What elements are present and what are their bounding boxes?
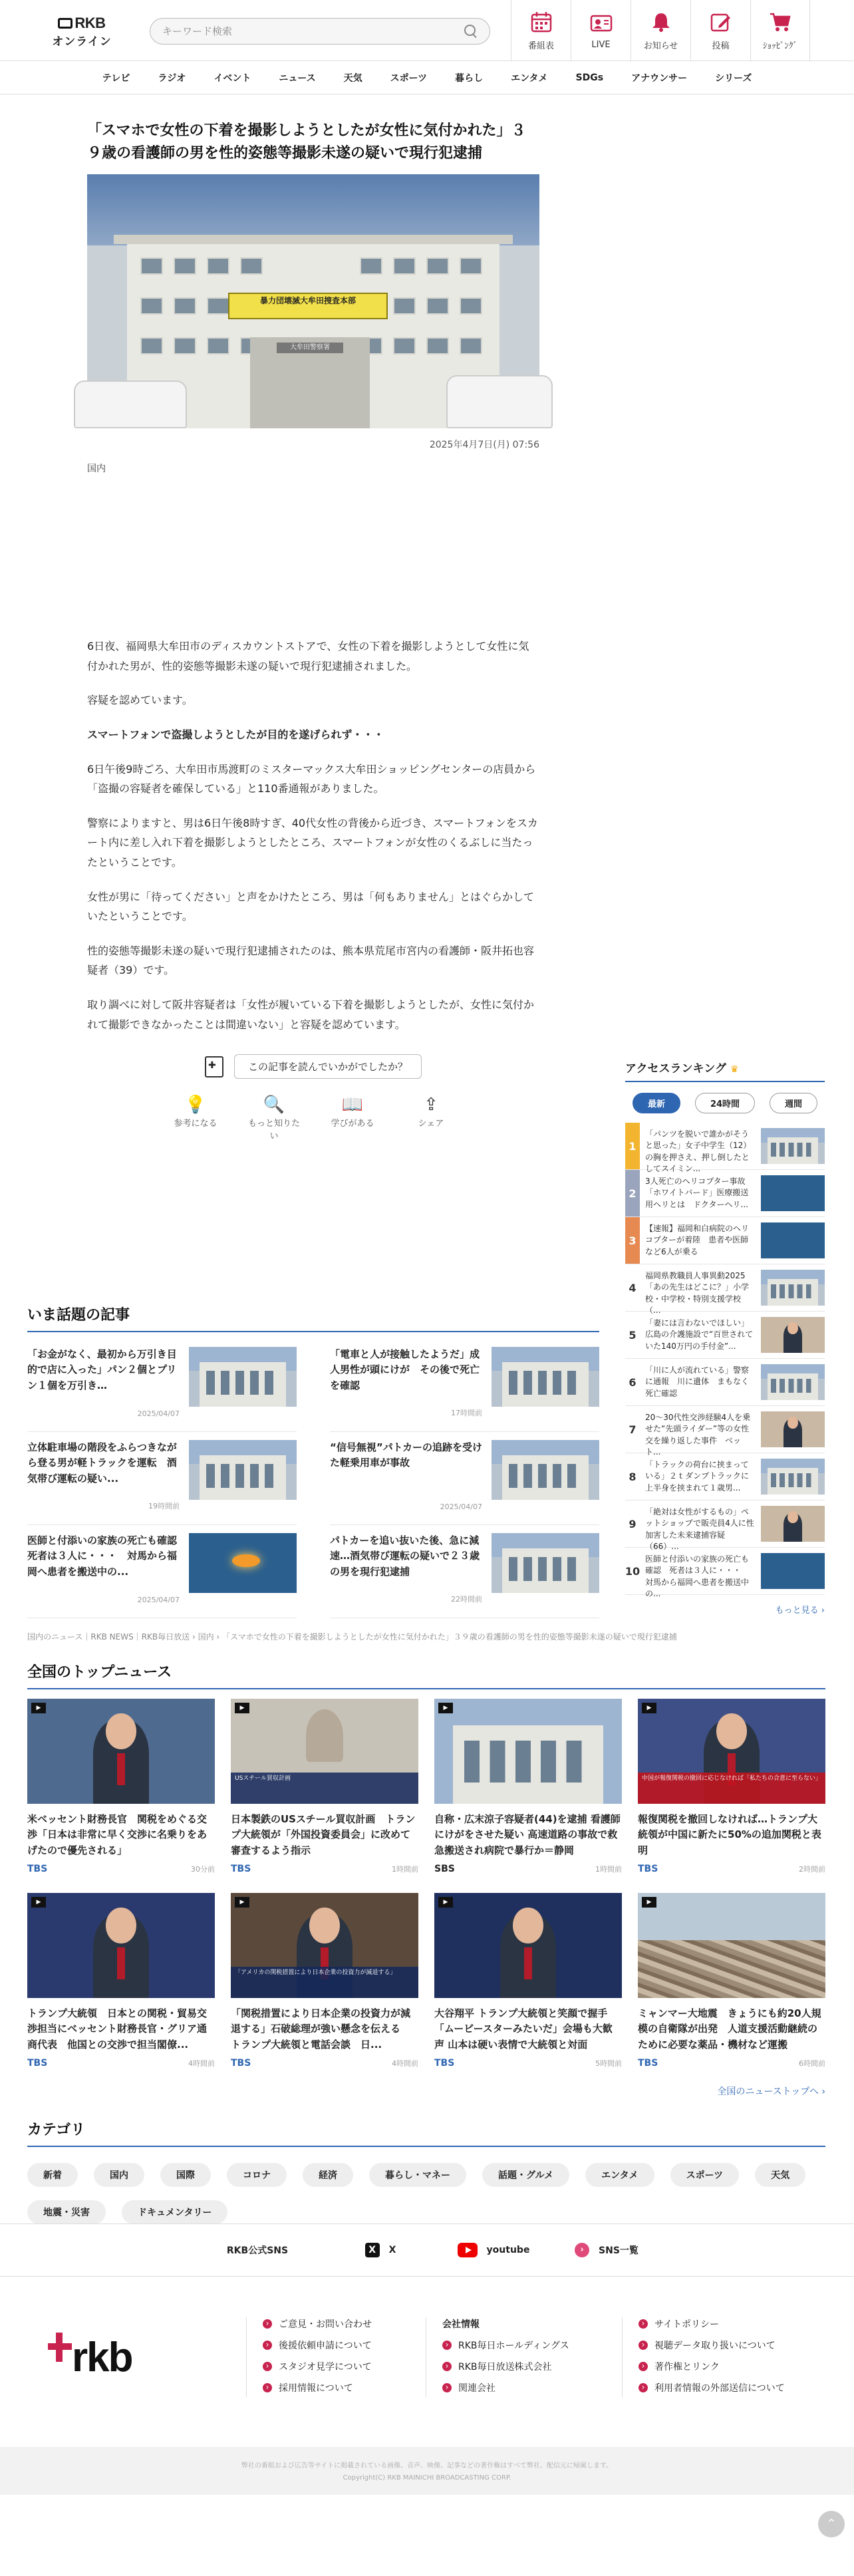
news-time: 30分前	[191, 1865, 215, 1874]
face	[513, 1908, 543, 1943]
sns-link-x[interactable]: X X	[324, 2243, 437, 2257]
article-date: 2025年4月7日(月) 07:56	[429, 440, 539, 451]
ranking-title: アクセスランキング ♛	[625, 1059, 825, 1082]
windows	[206, 1371, 279, 1395]
trending-article-title	[27, 1347, 189, 1431]
category-chip[interactable]: スポーツ	[670, 2163, 739, 2187]
article-paragraph: 性的姿態等撮影未遂の疑いで現行犯逮捕されたのは、熊本県荒尾市宮内の看護師・阪井拓也容疑者（39）です。	[87, 944, 535, 977]
footer-link[interactable]: › 利用者情報の外部送信について	[639, 2381, 785, 2394]
article-paragraph: 6日午後9時ごろ、大牟田市馬渡町のミスターマックス大牟田ショッピングセンターの店員から「盗撮の容疑者を確保している」と110番通報がありました。	[87, 762, 536, 795]
national-news-item[interactable]	[638, 1893, 825, 2087]
header-shopping[interactable]	[750, 0, 810, 61]
nav-item[interactable]: 暮らし	[455, 72, 484, 84]
national-news-meta	[638, 2058, 825, 2069]
face	[106, 1908, 136, 1943]
trending-article-thumbnail	[189, 1440, 297, 1500]
article-paragraph: 6日夜、福岡県大牟田市のディスカウントストアで、女性の下着を撮影しようとして女性に気付かれた男が、性的姿態等撮影未遂の疑いで現行犯逮捕されました。	[87, 640, 529, 672]
feedback-question-text: この記事を読んでいかがでしたか？	[234, 1054, 422, 1079]
national-news-title: 全国のトップニュース	[27, 1661, 825, 1689]
windows	[509, 1557, 582, 1581]
header-icon-label: 番組表	[527, 41, 554, 51]
ranking-number: 7	[629, 1423, 637, 1436]
windows	[206, 1464, 279, 1488]
trending-article-thumbnail	[492, 1347, 599, 1407]
article	[87, 120, 539, 1141]
article-category-tag[interactable]: 国内	[87, 464, 106, 475]
play-icon: ▶	[31, 1897, 46, 1908]
national-news-meta	[434, 1864, 622, 1874]
car	[74, 380, 187, 428]
global-nav	[0, 61, 854, 94]
nav-item[interactable]: 天気	[343, 72, 362, 84]
news-source: TBS	[231, 1864, 251, 1874]
article-paragraph: 女性が男に「待ってください」と声をかけたところ、男は「何もありません」とはぐらかしていたということです。	[87, 890, 535, 923]
rubble	[638, 1940, 825, 1998]
national-news-title: 自称・広末涼子容疑者(44)を逮捕 看護師にけがをさせた疑い 高速道路の事故で救急搬送され病院で暴行か＝静岡	[434, 1813, 621, 1856]
youtube-icon	[458, 2243, 478, 2257]
article-body	[87, 637, 539, 1034]
back-to-top-button[interactable]: ⌃	[818, 2511, 845, 2537]
ranking-item[interactable]	[625, 1453, 825, 1501]
trending-article-text: パトカーを追い抜いた後、急に減速…酒気帯び運転の疑いで２３歳の男を現行犯逮捕	[330, 1534, 480, 1578]
header-icon-label: ｼｮｯﾋﾟﾝｸﾞ	[763, 41, 797, 51]
copyright-note: 弊社の番組および広告等サイトに掲載されている画像、音声、映像、記事などの著作権はすべて弊社、配信元に帰属します。	[241, 2462, 613, 2470]
trending-article-title	[27, 1533, 189, 1618]
trending-article-text: 立体駐車場の階段をふらつきながら登る男が軽トラックを運転 酒気帯び運転の疑い...	[27, 1441, 177, 1485]
ranking-item-title: 福岡県教職員人事異動2025「あの先生はどこに？」小学校・中学校・特別支援学校（...	[645, 1271, 750, 1316]
ranking-thumbnail	[761, 1175, 825, 1211]
ranking-number: 1	[625, 1123, 640, 1169]
footer-logo[interactable]	[48, 2327, 168, 2383]
national-news-title: 米ベッセント財務長官 関税をめぐる交渉「日本は非常に早く交渉に名乗りをあげたので優先される」	[27, 1813, 208, 1856]
copyright-text: Copyright(C) RKB MAINICHI BROADCASTING CORP.	[343, 2474, 511, 2482]
national-news-thumbnail	[434, 1893, 622, 1998]
article-hero-image	[87, 174, 539, 428]
trending-article[interactable]	[27, 1432, 297, 1525]
ranking-item-title: 「パンツを脱いで誰かがそうと思った」女子中学生（12）の胸を押さえ、押し倒したとしてスイミン...	[645, 1129, 752, 1174]
ranking-list	[625, 1123, 825, 1599]
article-paragraph: 取り調べに対して阪井容疑者は「女性が履いている下着を撮影しようとしたが、女性に気付かれて撮影できなかったことは間違いない」と容疑を認めています。	[87, 998, 535, 1031]
news-source: TBS	[231, 2058, 251, 2069]
water-tower	[306, 1709, 343, 1762]
building-entrance	[250, 337, 370, 428]
ranking-thumbnail	[761, 1553, 825, 1589]
national-news-item[interactable]	[231, 1893, 418, 2087]
article-subheading: スマートフォンで盗撮しようとしたが目的を遂げられず・・・	[87, 728, 384, 741]
ranking-thumbnail	[761, 1222, 825, 1258]
trending-article-thumbnail	[492, 1440, 599, 1500]
site-footer	[0, 2277, 854, 2447]
trending-article-title	[330, 1440, 492, 1524]
trending-article-title	[27, 1440, 189, 1524]
category-chip[interactable]: 地震・災害	[27, 2200, 106, 2224]
ranking-item-title: 「絶対は女性がするもの」ペットショップで販売員4人に性加害した未来逮捕容疑（66）...	[645, 1507, 754, 1552]
category-chip[interactable]: 国際	[160, 2163, 211, 2187]
feedback-action-label: もっと知りたい	[247, 1118, 300, 1141]
windows	[771, 1379, 814, 1393]
ranking-number: 8	[629, 1470, 637, 1483]
trending-article-time: 19時間前	[148, 1502, 180, 1510]
national-news-title: ミャンマー大地震 きょうにも約20人規模の自衛隊が出発 人道支援活動継続のために必要な薬品・機材など運搬	[638, 2007, 821, 2051]
ranking-item-title: 「妻には言わないでほしい」広島の介護施設で“百世されていた140万円の手付金”...	[645, 1318, 754, 1351]
news-source: TBS	[638, 1864, 658, 1874]
ranking-tab[interactable]: 最新	[633, 1093, 680, 1113]
search-icon[interactable]	[464, 25, 478, 38]
feedback-actions	[87, 1093, 539, 1141]
calendar-icon	[530, 11, 553, 33]
feedback-action-button[interactable]	[323, 1093, 382, 1141]
news-time: 1時間前	[392, 1865, 418, 1874]
breadcrumb[interactable]: 国内のニュース｜RKB NEWS｜RKB毎日放送 › 国内 › 「スマホで女性の下着を撮影しようとしたが女性に気付かれた」３９歳の看護師の男を性的姿態等撮影未遂の疑いで現行犯逮捕	[27, 1632, 677, 1642]
nav-item[interactable]: イベント	[214, 72, 251, 84]
ranking-thumbnail	[761, 1459, 825, 1495]
trending-section	[27, 1304, 599, 1618]
category-title: カテゴリ	[27, 2118, 825, 2147]
trending-article-time: 17時間前	[451, 1409, 482, 1417]
tie	[524, 1947, 531, 1979]
footer-logo-text: rkb	[72, 2335, 132, 2380]
national-news-item[interactable]	[434, 1699, 622, 1893]
feedback-action-button[interactable]	[245, 1093, 303, 1141]
trending-title: いま話題の記事	[27, 1304, 599, 1332]
ranking-thumbnail	[761, 1411, 825, 1447]
ranking-tab[interactable]: 24時間	[695, 1093, 755, 1113]
sea	[761, 1553, 825, 1589]
nav-item[interactable]: ニュース	[279, 72, 316, 84]
footer-link[interactable]: › RKB毎日放送株式会社	[442, 2360, 569, 2373]
national-news-item[interactable]	[27, 1699, 215, 1893]
trending-article-time: 2025/04/07	[137, 1409, 180, 1418]
category-chip[interactable]: 経済	[303, 2163, 353, 2187]
face	[787, 1322, 797, 1334]
ranking-number: 5	[629, 1328, 637, 1342]
ranking-number: 3	[625, 1217, 640, 1264]
news-time: 4時間前	[392, 2059, 418, 2068]
national-news-meta	[231, 1864, 418, 1874]
windows	[509, 1371, 582, 1395]
category-chip[interactable]: 国内	[94, 2163, 144, 2187]
nav-item[interactable]: テレビ	[102, 72, 130, 84]
footer-link[interactable]: › RKB毎日ホールディングス	[442, 2339, 569, 2352]
ranking-more-link[interactable]: もっと見る ›	[775, 1606, 825, 1616]
header-icon-menu	[511, 0, 810, 61]
national-news-title: 大谷翔平 トランプ大統領と笑顔で握手「ムービースターみたいだ」会場も大歓声 山本は硬い表情で大統領と対面	[434, 2007, 613, 2051]
play-icon: ▶	[31, 1703, 46, 1713]
trending-article[interactable]	[330, 1339, 599, 1432]
footer-column-support	[263, 2317, 372, 2402]
footer-link[interactable]: › 関連会社	[442, 2381, 569, 2394]
trending-grid	[27, 1339, 599, 1618]
ranking-number: 4	[629, 1281, 637, 1294]
news-source: TBS	[27, 1864, 48, 1874]
feedback-area	[87, 1054, 539, 1141]
copyright	[0, 2447, 854, 2495]
footer-company-heading: 会社情報	[442, 2319, 480, 2330]
feedback-action-label: 学びがある	[331, 1118, 374, 1129]
ranking-thumbnail	[761, 1506, 825, 1542]
feedback-action-button[interactable]	[402, 1093, 460, 1141]
category-section	[27, 2118, 825, 2224]
national-news-thumbnail	[638, 1699, 825, 1804]
header-live[interactable]	[571, 0, 631, 61]
national-news-meta	[27, 1864, 215, 1874]
face	[716, 1713, 746, 1749]
nav-item[interactable]: SDGs	[575, 72, 604, 83]
header-post[interactable]	[690, 0, 750, 61]
live-tv-icon	[590, 12, 613, 35]
category-chips	[27, 2163, 812, 2224]
ranking-thumbnail	[761, 1270, 825, 1306]
pencil-icon	[710, 11, 732, 33]
nav-item[interactable]: エンタメ	[511, 72, 548, 84]
national-news-title: 報復関税を撤回しなければ…トランプ大統領が中国に新たに50%の追加関税と表明	[638, 1813, 821, 1856]
national-news-title: 日本製鉄のUSスチール買収計画 トランプ大統領が「外国投資委員会」に改めて審査するよう指示	[231, 1813, 416, 1856]
ranking-item[interactable]	[625, 1264, 825, 1316]
windows	[771, 1473, 814, 1488]
national-news-thumbnail	[27, 1699, 215, 1804]
trending-article-text: 「お金がなく、最初から万引き目的で店に入った」パン２個とプリン１個を万引き…	[27, 1348, 177, 1391]
category-chip[interactable]: ドキュメンタリー	[122, 2200, 227, 2224]
windows	[771, 1143, 814, 1157]
nav-item[interactable]: ラジオ	[158, 72, 186, 84]
ranking-item-title: 【速報】福岡和白病院のヘリコプターが着陸 患者や医師など6人が乗る	[645, 1224, 750, 1256]
nav-item[interactable]: シリーズ	[715, 72, 752, 84]
news-source: TBS	[434, 2058, 455, 2069]
trending-article-time: 2025/04/07	[440, 1503, 482, 1511]
share-icon: ⇪	[424, 1094, 438, 1115]
news-time: 5時間前	[595, 2059, 622, 2068]
sea	[761, 1175, 825, 1211]
ranking-number: 9	[629, 1517, 637, 1530]
ranking-item[interactable]	[625, 1312, 825, 1359]
feedback-question	[205, 1054, 422, 1079]
ranking-tabs	[625, 1093, 825, 1113]
cart-icon	[769, 11, 791, 33]
trending-article-thumbnail	[189, 1347, 297, 1407]
article-paragraph: 容疑を認めています。	[87, 694, 193, 707]
header-icon-label: LIVE	[591, 39, 611, 50]
trending-article[interactable]	[330, 1432, 599, 1525]
category-chip[interactable]: 新着	[27, 2163, 78, 2187]
feedback-action-label: シェア	[418, 1118, 444, 1129]
news-source: SBS	[434, 1864, 455, 1874]
footer-divider	[246, 2317, 247, 2397]
feedback-action-button[interactable]	[166, 1093, 225, 1141]
news-time: 4時間前	[188, 2059, 215, 2068]
footer-column-company	[442, 2317, 569, 2402]
footer-link[interactable]: › 著作権とリンク	[639, 2360, 785, 2373]
windows	[464, 1741, 592, 1783]
ranking-thumbnail	[761, 1317, 825, 1353]
play-icon: ▶	[438, 1897, 453, 1908]
lightbulb-icon: 💡	[184, 1094, 207, 1115]
category-chip[interactable]: 天気	[755, 2163, 805, 2187]
national-news-meta	[27, 2058, 215, 2069]
ranking-item[interactable]	[625, 1548, 825, 1599]
trending-article-thumbnail	[189, 1533, 297, 1593]
footer-column-policy	[639, 2317, 785, 2402]
face	[106, 1713, 136, 1749]
national-news-thumbnail	[27, 1893, 215, 1998]
ranking-number: 6	[629, 1375, 637, 1389]
ranking-item[interactable]	[625, 1501, 825, 1552]
ranking-number: 10	[625, 1564, 640, 1578]
national-news-meta	[434, 2058, 622, 2069]
play-icon: ▶	[642, 1703, 656, 1713]
sns-label: RKB公式SNS	[226, 2245, 289, 2256]
site-header	[0, 0, 854, 61]
ranking-thumbnail	[761, 1364, 825, 1400]
thumbnail-caption: USスチール買収計画	[231, 1773, 418, 1804]
trending-article[interactable]	[27, 1525, 297, 1618]
search-box	[150, 18, 490, 45]
play-icon: ▶	[438, 1703, 453, 1713]
trending-article-thumbnail	[492, 1533, 599, 1593]
windows	[509, 1464, 582, 1488]
logo-subtext: オンライン	[52, 35, 112, 49]
ranking-item[interactable]	[625, 1359, 825, 1406]
ranking-item-title: 「川に人が流れている」警察に通報 川に遺体 まもなく死亡確認	[645, 1365, 750, 1398]
footer-company-links	[442, 2339, 569, 2394]
trending-article[interactable]	[27, 1339, 297, 1432]
crown-icon: ♛	[730, 1064, 739, 1075]
news-source: TBS	[27, 2058, 48, 2069]
national-news-meta	[231, 2058, 418, 2069]
sns-link-list[interactable]: › SNS一覧	[550, 2243, 663, 2257]
ranking-item-title: 医師と付添いの家族の死亡も確認 死者は３人に・・・ 対馬から福岡へ患者を搬送中の...	[645, 1554, 750, 1599]
trending-article-text: 「電車と人が接触したようだ」成人男性が頭にけが その後で死亡を確認	[330, 1348, 480, 1391]
footer-link[interactable]: › 後援依頼申請について	[263, 2339, 372, 2352]
ranking-item-title: 3人死亡のヘリコプター事故「ホワイトバード」医療搬送用ヘリとは ドクターヘリ...	[645, 1177, 749, 1209]
trending-article[interactable]	[330, 1525, 599, 1618]
footer-link[interactable]: › サイトポリシー	[639, 2317, 785, 2331]
national-news-title: トランプ大統領 日本との関税・貿易交渉担当にベッセント財務長官・グリア通商代表 他国との交渉で担当閣僚...	[27, 2007, 208, 2051]
category-chip[interactable]: エンタメ	[585, 2163, 654, 2187]
national-news-more-link[interactable]: 全国のニューストップへ ›	[717, 2086, 825, 2097]
ranking-item[interactable]	[625, 1406, 825, 1457]
face	[787, 1417, 797, 1429]
article-paragraph: 警察によりますと、男は6日午後8時すぎ、40代女性の背後から近づき、スマートフォンをスカート内に差し入れ下着を撮影しようとしたところ、スマートフォンが女性のくるぶしに当たったということです。	[87, 816, 538, 869]
face	[787, 1511, 797, 1523]
national-news-item[interactable]	[231, 1699, 418, 1893]
search-icon: 🔍	[263, 1094, 285, 1115]
windows	[771, 1284, 814, 1299]
document-icon	[205, 1056, 223, 1077]
x-icon: X	[365, 2243, 380, 2257]
ranking-item-title: 「トラックの荷台に挟まっている」２ｔダンプトラックに上半身を挟まれて１歳男...	[645, 1460, 749, 1493]
bell-icon	[650, 11, 672, 33]
nav-item[interactable]: スポーツ	[390, 72, 428, 84]
trending-article-time: 2025/04/07	[137, 1596, 180, 1604]
footer-divider	[622, 2317, 623, 2397]
ranking-item[interactable]	[625, 1170, 825, 1217]
thumbnail-caption: 中国が報復関税の撤回に応じなければ「私たちの合意に至らない」	[638, 1773, 825, 1804]
play-icon: ▶	[235, 1897, 249, 1908]
footer-link[interactable]: › スタジオ見学について	[263, 2360, 372, 2373]
ranking-item[interactable]	[625, 1217, 825, 1264]
article-title: 「スマホで女性の下着を撮影しようとしたが女性に気付かれた」３９歳の看護師の男を性的姿態等撮影未遂の疑いで現行犯逮捕	[87, 122, 526, 162]
tie	[117, 1947, 124, 1979]
image-banner: 暴力団壊滅大牟田捜査本部	[228, 293, 388, 319]
footer-link[interactable]: › 視聴データ取り扱いについて	[639, 2339, 785, 2352]
trending-article-title	[330, 1533, 492, 1618]
trending-article-text: “信号無視”パトカーの追跡を受けた軽乗用車が事故	[330, 1441, 482, 1469]
national-news-thumbnail	[231, 1699, 418, 1804]
thumbnail-caption: 「アメリカの関税措置により日本企業の投資力が減退する」	[231, 1967, 418, 1998]
national-news-thumbnail	[434, 1699, 622, 1804]
search-input[interactable]	[162, 25, 464, 37]
ranking-thumbnail	[761, 1128, 825, 1164]
national-news-item[interactable]	[638, 1699, 825, 1893]
header-icon-label: お知らせ	[643, 41, 678, 51]
national-news-meta	[638, 1864, 825, 1874]
logo-text: RKB	[74, 15, 106, 31]
news-time: 6時間前	[799, 2059, 825, 2068]
trending-article-text: 医師と付添いの家族の死亡も確認 死者は３人に・・・ 対馬から福岡へ患者を搬送中の...	[27, 1534, 188, 1578]
national-news-thumbnail	[231, 1893, 418, 1998]
site-logo[interactable]	[52, 15, 112, 49]
national-news-title: 「関税措置により日本企業の投資力が減退する」石破総理が強い懸念を伝える トランプ大統領と電話会談 日...	[231, 2007, 411, 2051]
sns-link-youtube[interactable]: youtube	[437, 2243, 550, 2257]
feedback-action-label: 参考になる	[174, 1118, 217, 1129]
news-time: 1時間前	[595, 1865, 622, 1874]
nav-item[interactable]: アナウンサー	[631, 72, 688, 84]
national-news-item[interactable]	[27, 1893, 215, 2087]
sea	[761, 1222, 825, 1258]
header-program-guide[interactable]	[511, 0, 571, 61]
ranking-number: 2	[625, 1170, 640, 1216]
header-icon-label: 投稿	[712, 41, 730, 51]
national-news-item[interactable]	[434, 1893, 622, 2087]
play-icon: ▶	[235, 1703, 249, 1713]
trending-article-title	[330, 1347, 492, 1431]
ranking-tab[interactable]: 週間	[770, 1093, 817, 1113]
face	[309, 1908, 339, 1943]
car	[446, 375, 553, 428]
national-news-thumbnail	[638, 1893, 825, 1998]
book-icon: 📖	[341, 1094, 364, 1115]
fire	[232, 1554, 260, 1568]
trending-article-time: 22時間前	[451, 1595, 482, 1604]
national-news-grid	[27, 1699, 825, 2087]
ranking-item[interactable]	[625, 1123, 825, 1174]
footer-link[interactable]: › ご意見・お問い合わせ	[263, 2317, 372, 2331]
news-time: 2時間前	[799, 1865, 825, 1874]
sns-bar	[0, 2223, 854, 2277]
image-sign: 大牟田警察署	[277, 343, 343, 353]
header-notice[interactable]	[631, 0, 690, 61]
category-chip[interactable]: 暮らし・マネー	[369, 2163, 466, 2187]
national-news-section	[27, 1661, 825, 2098]
news-source: TBS	[638, 2058, 658, 2069]
category-chip[interactable]: コロナ	[227, 2163, 287, 2187]
footer-link[interactable]: › 採用情報について	[263, 2381, 372, 2394]
tv-icon	[58, 18, 72, 29]
ranking-item-title: 20〜30代性交渉経験4人を乗せた“先頭ライダー”等の女性交を繰り返した事件 ベット...	[645, 1413, 751, 1457]
arrow-icon: ›	[575, 2243, 589, 2257]
tie	[117, 1753, 124, 1785]
category-chip[interactable]: 話題・グルメ	[482, 2163, 569, 2187]
access-ranking	[625, 1059, 825, 1616]
play-icon: ▶	[642, 1897, 656, 1908]
